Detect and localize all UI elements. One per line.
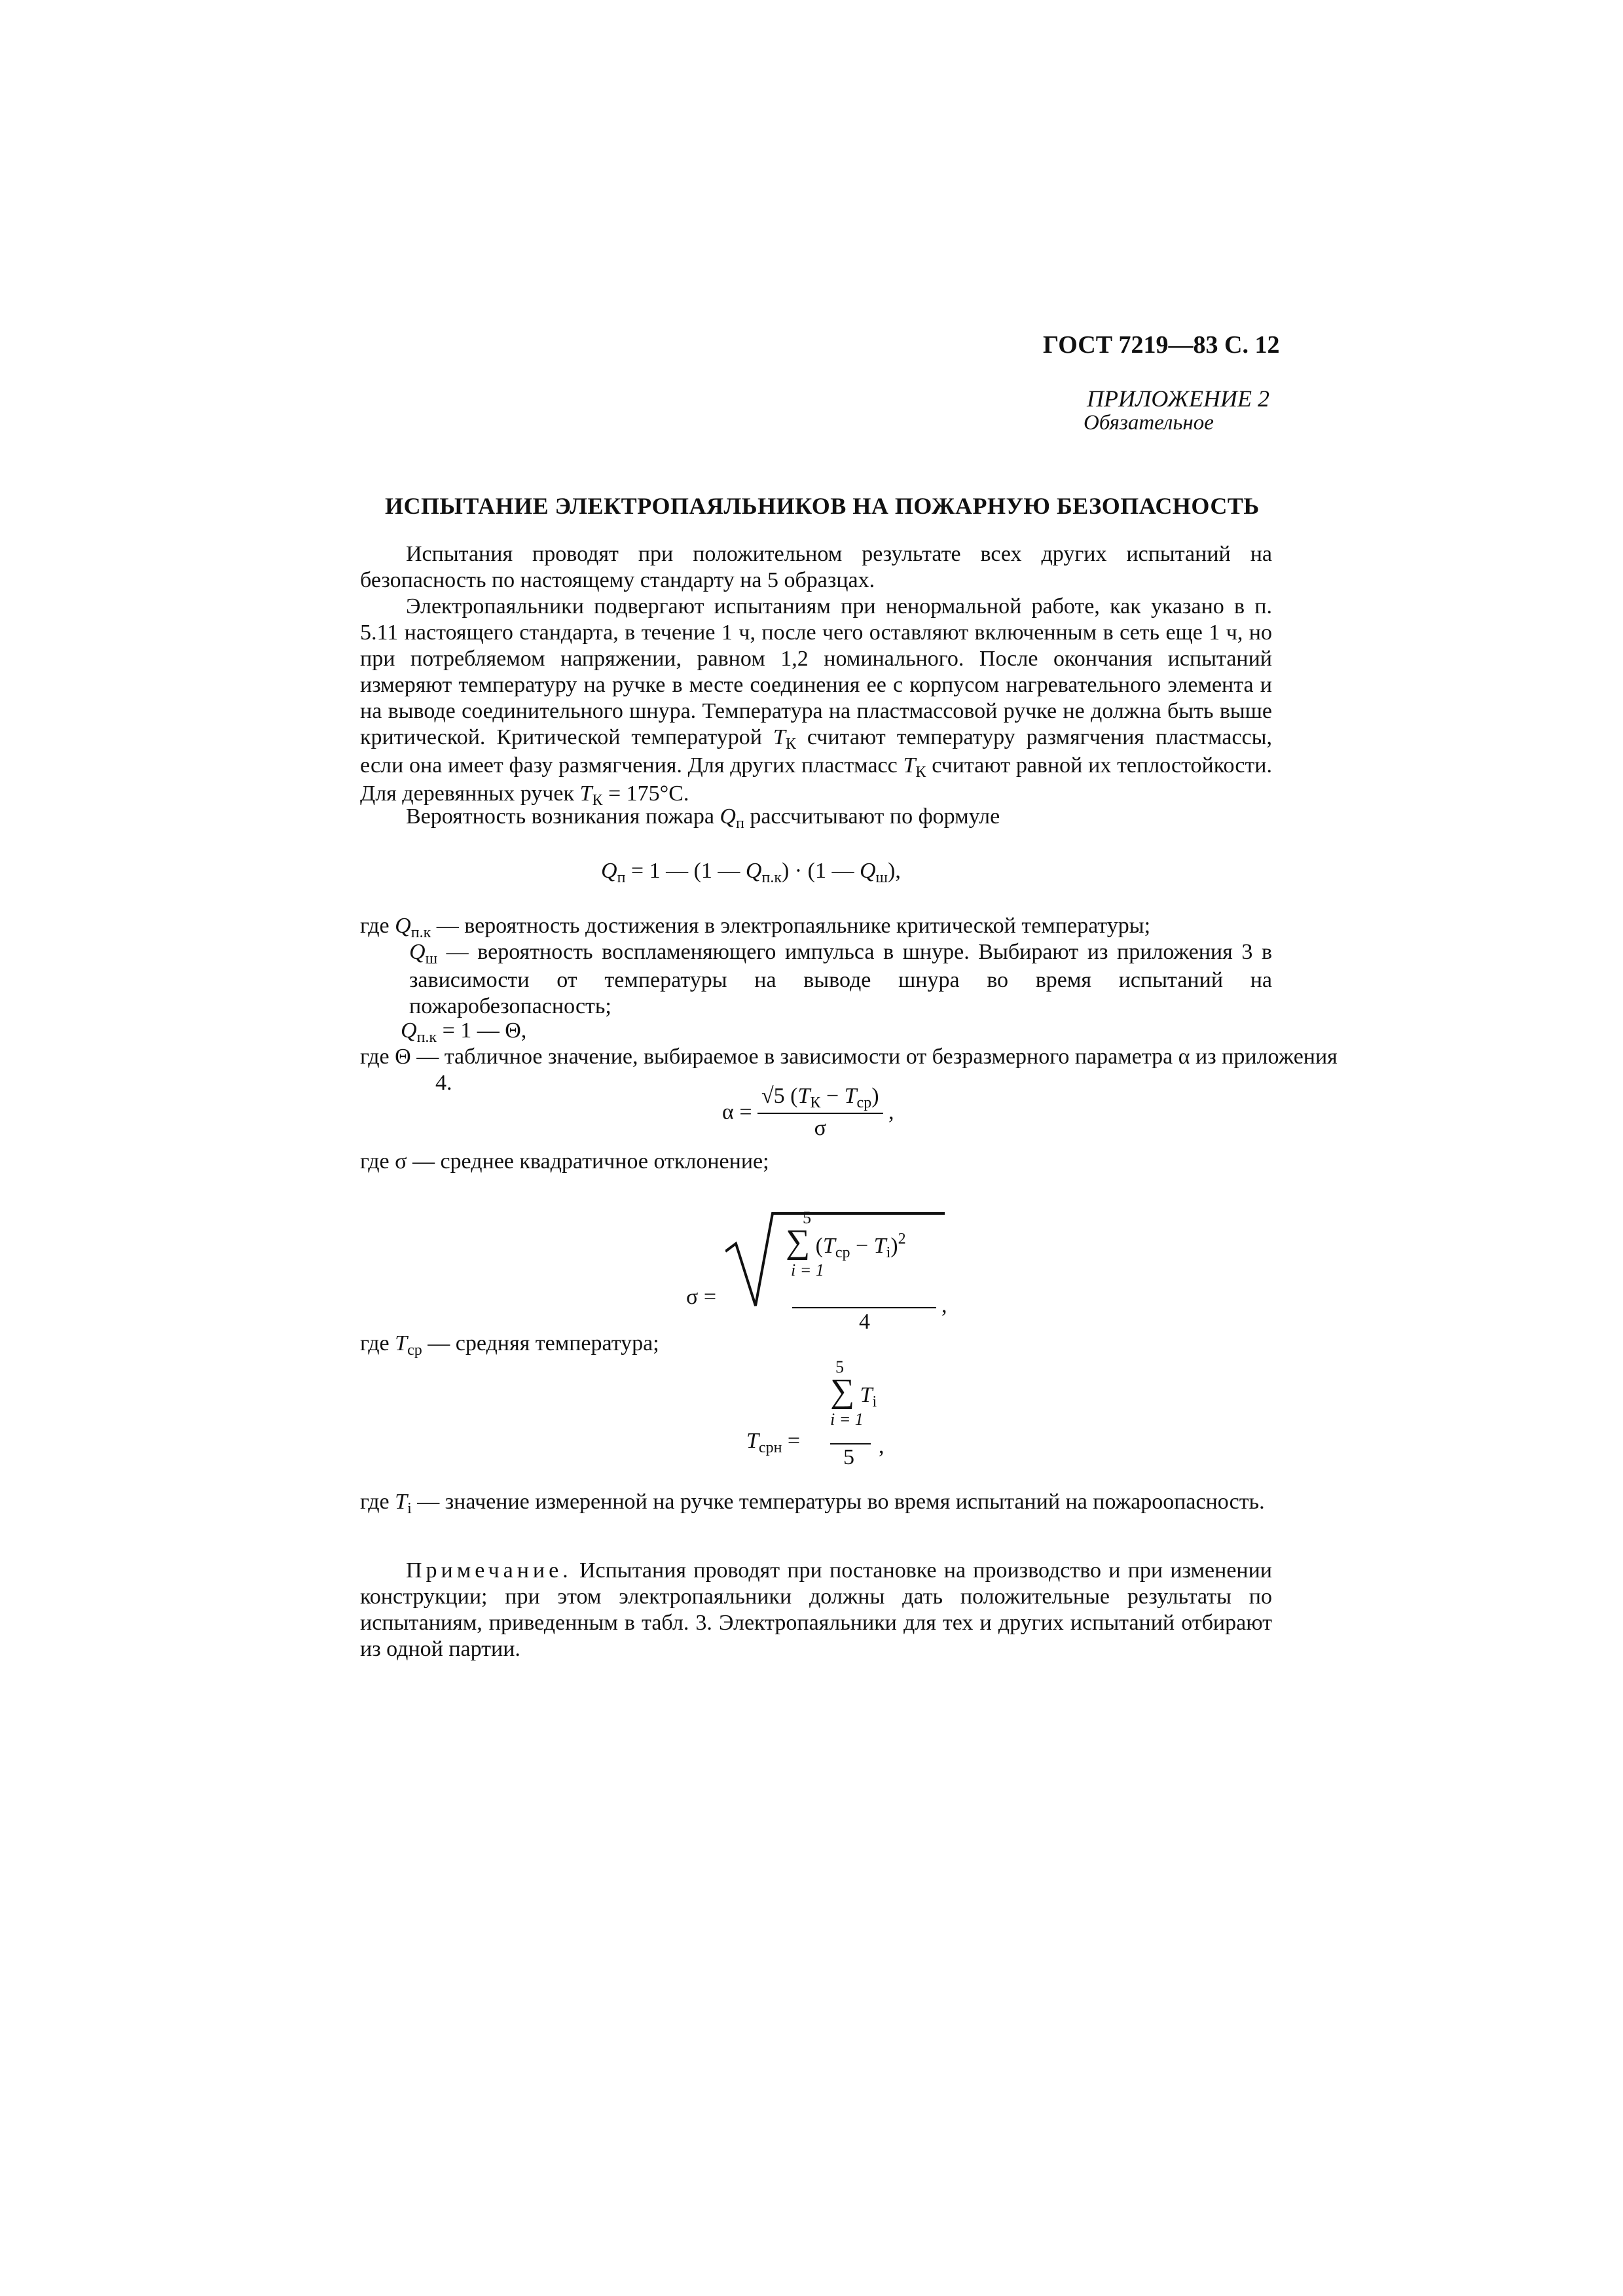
document-id: ГОСТ 7219—83 С. 12 bbox=[1043, 331, 1280, 359]
definition-qsh bbox=[409, 939, 1272, 1020]
paragraph-text: рассчитывают по формуле bbox=[750, 804, 1000, 829]
symbol-t: T bbox=[844, 1084, 857, 1108]
symbol-q: Q bbox=[395, 914, 411, 938]
subscript-p: п bbox=[735, 815, 744, 832]
paragraph-text: = 175°С. bbox=[608, 781, 689, 806]
symbol-t: T bbox=[860, 1383, 873, 1407]
sigma-denominator: 4 bbox=[859, 1310, 870, 1334]
definition-sigma bbox=[360, 1149, 769, 1175]
definition-ti bbox=[360, 1489, 1365, 1517]
subscript-cpn: срн bbox=[758, 1439, 782, 1456]
where-label: где bbox=[360, 1331, 390, 1355]
exponent: 2 bbox=[898, 1230, 906, 1247]
paragraph-text: считают температуру размягчения пластмассы, если она имеет фазу размягчения. Для других пластмасс bbox=[360, 725, 1273, 778]
symbol-q: Q bbox=[409, 940, 426, 964]
sum-upper-limit: 5 bbox=[835, 1357, 844, 1376]
comma: , bbox=[941, 1293, 947, 1318]
definition-tcp bbox=[360, 1331, 659, 1359]
appendix-title: ПРИЛОЖЕНИЕ 2 bbox=[1087, 386, 1269, 412]
formula-fire-probability bbox=[601, 858, 901, 886]
paragraph-scope bbox=[360, 541, 1272, 594]
formula-tcpn-lhs: $T_{срн}$ = bbox=[746, 1429, 801, 1456]
where-label: где bbox=[360, 914, 390, 938]
definition-text: где Θ — табличное значение, выбираемое в зависимости от безразмерного параметра α из приложения 4. bbox=[360, 1045, 1338, 1095]
note-block bbox=[360, 1558, 1272, 1662]
definition-text: — значение измеренной на ручке температуры во время испытаний на пожароопасность. bbox=[417, 1490, 1265, 1514]
subscript-sh: ш bbox=[875, 869, 888, 886]
sum-upper-limit: 5 bbox=[803, 1208, 811, 1227]
symbol-q: Q bbox=[720, 804, 736, 829]
definition-qpk bbox=[360, 913, 1272, 941]
formula-alpha bbox=[722, 1083, 894, 1141]
fraction-bar bbox=[792, 1307, 936, 1308]
paragraph-text: Испытания проводят при положительном результате всех других испытаний на безопасность по настоящему стандарту на 5 образцах. bbox=[360, 542, 1272, 592]
subscript-i: i bbox=[872, 1393, 877, 1410]
symbol-t: T bbox=[873, 1234, 886, 1258]
summation-sign: ∑ bbox=[786, 1223, 811, 1261]
subscript-p: п bbox=[617, 869, 626, 886]
symbol-t: T bbox=[822, 1234, 835, 1258]
fraction-alpha bbox=[757, 1083, 883, 1141]
note-label: Примечание. bbox=[406, 1558, 572, 1583]
symbol-t: T bbox=[746, 1429, 759, 1453]
symbol-q: Q bbox=[401, 1018, 417, 1043]
symbol-q: Q bbox=[859, 859, 876, 883]
subscript-i: i bbox=[886, 1244, 891, 1261]
symbol-t: T bbox=[903, 753, 916, 778]
subscript-k: К bbox=[915, 764, 926, 781]
subscript-pk: п.к bbox=[416, 1029, 437, 1046]
subscript-pk: п.к bbox=[410, 924, 431, 941]
subscript-k: К bbox=[810, 1094, 821, 1111]
subscript-pk: п.к bbox=[761, 869, 782, 886]
subscript-cp: ср bbox=[835, 1244, 850, 1261]
formula-text: ), bbox=[888, 859, 901, 883]
sum-lower-limit: i = 1 bbox=[791, 1261, 824, 1280]
definition-text: = 1 — Θ, bbox=[442, 1018, 527, 1043]
formula-lhs: α = bbox=[722, 1100, 752, 1124]
fraction-bar bbox=[757, 1113, 883, 1114]
tcpn-numerator bbox=[830, 1358, 896, 1429]
sqrt-five: √5 bbox=[761, 1084, 785, 1108]
formula-text: ) · (1 — bbox=[781, 859, 860, 883]
definition-text: — вероятность воспламеняющего импульса в шнуре. Выбирают из приложения 3 в зависимости от температуры на выводе шнура во время испытаний на пожаробезопасность; bbox=[409, 940, 1272, 1018]
paragraph-text: Электропаяльники подвергают испытаниям при ненормальной работе, как указано в п. 5.11 настоящего стандарта, в течение 1 ч, после чего оставляют включенным в сеть еще 1 ч, но при потребляемом напряжении, равном 1,2 номинального. После окончания испытаний измеряют температуру на ручке в месте соединения ее с корпусом нагревательного элемента и на выводе соединительного шнура. Температура на пластмассовой ручке не должна быть выше критической. Критической температурой bbox=[360, 594, 1272, 749]
fraction-denominator: σ bbox=[814, 1116, 826, 1140]
symbol-t: T bbox=[395, 1490, 408, 1514]
note-text: Испытания проводят при постановке на производство и при изменении конструкции; при этом электропаяльники должны дать положительные результаты по испытаниям, приведенным в табл. 3. Электропаяльники для тех и других испытаний отбирают из одной партии. bbox=[360, 1558, 1273, 1661]
subscript-k: К bbox=[592, 792, 603, 809]
formula-text: = 1 — (1 — bbox=[625, 859, 746, 883]
appendix-status: Обязательное bbox=[1084, 411, 1214, 435]
minus-sign: − bbox=[820, 1084, 845, 1108]
formula-sigma-lhs: σ = bbox=[686, 1285, 717, 1309]
fraction-numerator: √5 $(T_К - T_{ср})$ bbox=[761, 1084, 879, 1111]
summation-sign: ∑ bbox=[830, 1372, 855, 1410]
subscript-cp: ср bbox=[856, 1094, 872, 1111]
symbol-t: T bbox=[773, 725, 786, 749]
symbol-q: Q bbox=[745, 859, 762, 883]
symbol-t: T bbox=[395, 1331, 408, 1355]
paragraph-probability bbox=[360, 804, 1272, 832]
definition-qpk-theta bbox=[401, 1018, 526, 1046]
paragraph-procedure bbox=[360, 594, 1272, 809]
definition-text: — вероятность достижения в электропаяльнике критической температуры; bbox=[436, 914, 1151, 938]
subscript-sh: ш bbox=[425, 950, 438, 967]
comma: , bbox=[888, 1100, 894, 1124]
sigma-numerator: 5 ∑ $(T_{ср} - T_i)^2$ i = 1 bbox=[786, 1209, 943, 1280]
subscript-i: i bbox=[407, 1500, 412, 1517]
subscript-k: К bbox=[785, 736, 796, 753]
paragraph-text: считают равной их теплостойкости. Для деревянных ручек bbox=[360, 753, 1273, 806]
tcpn-denominator: 5 bbox=[843, 1445, 854, 1469]
subscript-cp: ср bbox=[407, 1342, 422, 1359]
section-title: ИСПЫТАНИЕ ЭЛЕКТРОПАЯЛЬНИКОВ НА ПОЖАРНУЮ БЕЗОПАСНОСТЬ bbox=[385, 493, 1260, 519]
symbol-t: T bbox=[579, 781, 593, 806]
definition-text: где σ — среднее квадратичное отклонение; bbox=[360, 1149, 769, 1174]
symbol-q: Q bbox=[601, 859, 617, 883]
where-label: где bbox=[360, 1490, 390, 1514]
symbol-t: T bbox=[797, 1084, 811, 1108]
comma: , bbox=[879, 1434, 884, 1458]
sum-lower-limit: i = 1 bbox=[830, 1410, 864, 1429]
paragraph-text: Вероятность возникания пожара bbox=[406, 804, 714, 829]
definition-text: — средняя температура; bbox=[428, 1331, 659, 1355]
